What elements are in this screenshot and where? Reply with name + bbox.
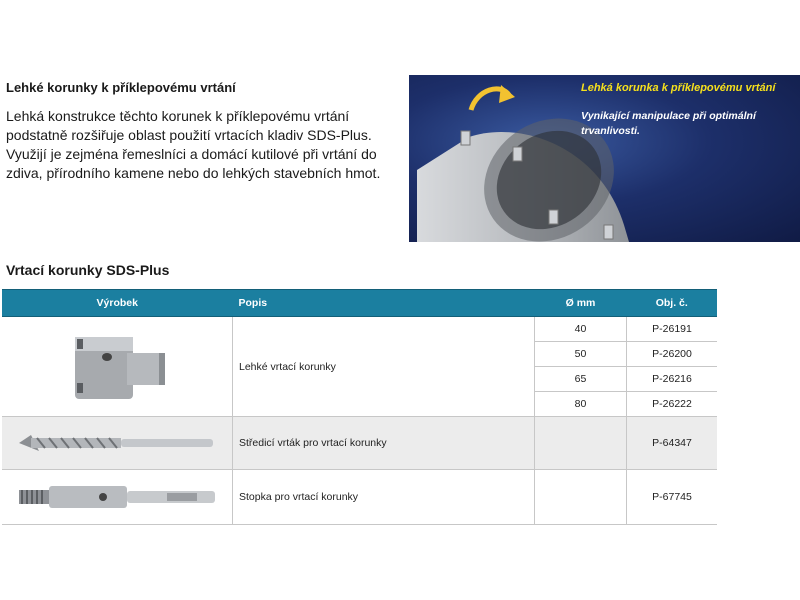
center-drill-image [17, 431, 217, 455]
banner-text: Vynikající manipulace při optimální trvanlivosti. [581, 110, 756, 137]
header-description: Popis [233, 290, 535, 317]
diameter-cell [535, 470, 627, 525]
shank-adapter-image [17, 482, 217, 512]
header-diameter: Ø mm [535, 290, 627, 317]
product-banner [409, 75, 800, 242]
diameter-cell: 80 [535, 392, 627, 417]
intro-title: Lehké korunky k příklepovému vrtání [6, 80, 236, 95]
order-no-cell: P-26216 [627, 367, 718, 392]
description-cell: Lehké vrtací korunky [233, 317, 535, 417]
order-no-cell: P-67745 [627, 470, 718, 525]
order-no-cell: P-26200 [627, 342, 718, 367]
table-row [2, 470, 717, 525]
header-product: Výrobek [2, 290, 233, 317]
diameter-cell: 40 [535, 317, 627, 342]
table-row [2, 417, 717, 470]
section-title: Vrtací korunky SDS-Plus [6, 262, 170, 278]
table-header-row [2, 290, 717, 317]
diameter-cell: 50 [535, 342, 627, 367]
table-row [2, 317, 717, 342]
header-order-no: Obj. č. [627, 290, 718, 317]
banner-title: Lehká korunka k příklepovému vrtání [581, 82, 776, 94]
description-cell: Stopka pro vrtací korunky [233, 470, 535, 525]
core-bit-photo [409, 75, 800, 242]
product-image-cell [2, 317, 233, 417]
diameter-cell: 65 [535, 367, 627, 392]
intro-text: Lehká konstrukce těchto korunek k příklepovému vrtání podstatně rozšiřuje oblast použití vrtacích kladiv SDS-Plus. Využijí je zejména řemeslníci a domácí kutilové při vrtání do zdiva, přírodního kamene nebo do lehkých stavebních hmot. [6, 108, 381, 181]
order-no-cell: P-64347 [627, 417, 718, 470]
order-no-cell: P-26222 [627, 392, 718, 417]
description-cell: Středicí vrták pro vrtací korunky [233, 417, 535, 470]
product-table [2, 289, 717, 525]
order-no-cell: P-26191 [627, 317, 718, 342]
core-bit-image [67, 325, 167, 409]
product-image-cell [2, 470, 233, 525]
product-image-cell [2, 417, 233, 470]
diameter-cell [535, 417, 627, 470]
